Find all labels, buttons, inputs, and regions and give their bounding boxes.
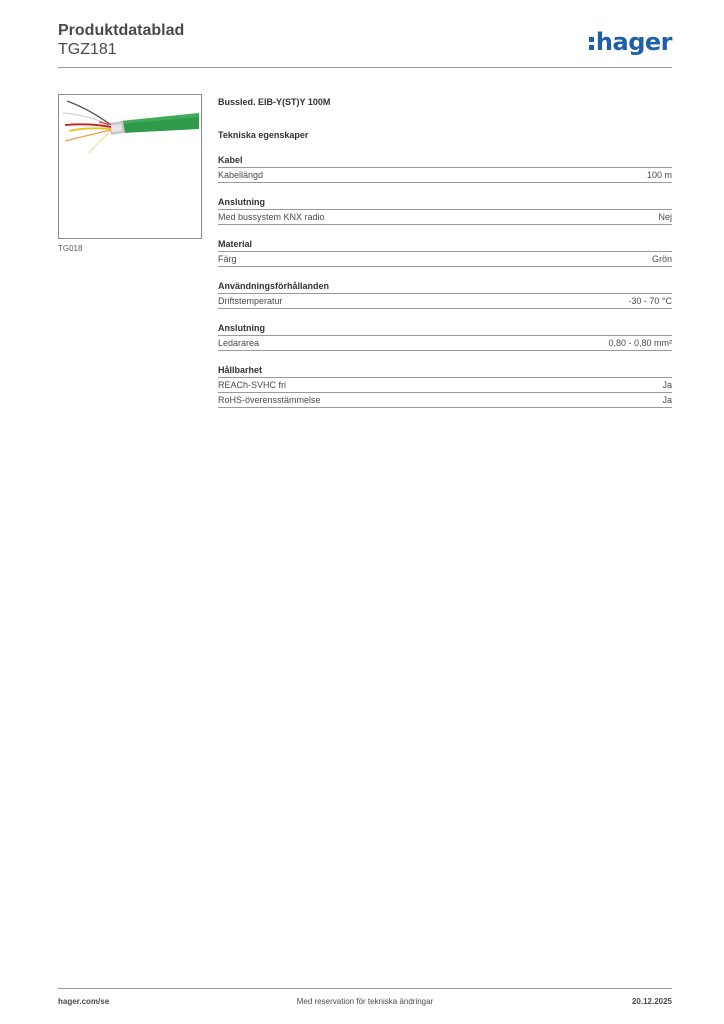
spec-value: -30 - 70 °C bbox=[628, 296, 672, 306]
logo-text: hager bbox=[595, 28, 672, 56]
group-title: Kabel bbox=[218, 155, 672, 168]
image-caption: TG018 bbox=[58, 244, 83, 253]
header-divider bbox=[58, 67, 672, 68]
product-code: TGZ181 bbox=[58, 41, 117, 58]
hager-logo[interactable] bbox=[589, 28, 672, 56]
spec-value: Grön bbox=[651, 254, 672, 264]
footer-date: 20.12.2025 bbox=[631, 997, 672, 1006]
product-name: Bussled. EIB-Y(ST)Y 100M bbox=[218, 97, 331, 107]
spec-value: Ja bbox=[662, 380, 672, 390]
spec-row bbox=[218, 393, 672, 408]
spec-label: Färg bbox=[218, 254, 237, 264]
product-image bbox=[58, 94, 202, 239]
group-title: Hållbarhet bbox=[218, 365, 672, 378]
spec-value: Nej bbox=[658, 212, 672, 222]
spec-label: Med bussystem KNX radio bbox=[218, 212, 325, 222]
spec-row bbox=[218, 336, 672, 351]
spec-label: Kabellängd bbox=[218, 170, 264, 180]
spec-value: Ja bbox=[662, 395, 672, 405]
group-title: Anslutning bbox=[218, 323, 672, 336]
spec-row bbox=[218, 168, 672, 183]
spec-group-anvandningsforhallanden bbox=[218, 281, 672, 309]
section-title: Tekniska egenskaper bbox=[218, 130, 309, 140]
spec-group-anslutning-2 bbox=[218, 323, 672, 351]
spec-group-hallbarhet bbox=[218, 365, 672, 408]
page-title: Produktdatablad bbox=[58, 22, 185, 39]
group-title: Anslutning bbox=[218, 197, 672, 210]
footer-divider bbox=[58, 988, 672, 989]
spec-label: RoHS-överensstämmelse bbox=[218, 395, 321, 405]
spec-label: Ledararea bbox=[218, 338, 260, 348]
page-header bbox=[58, 22, 672, 60]
spec-row bbox=[218, 252, 672, 267]
spec-row bbox=[218, 294, 672, 309]
spec-row bbox=[218, 378, 672, 393]
spec-group-kabel bbox=[218, 155, 672, 183]
spec-value: 0,80 - 0,80 mm² bbox=[608, 338, 672, 348]
group-title: Användningsförhållanden bbox=[218, 281, 672, 294]
footer-website-link[interactable]: hager.com/se bbox=[58, 997, 110, 1006]
spec-group-material bbox=[218, 239, 672, 267]
spec-row bbox=[218, 210, 672, 225]
spec-group-anslutning bbox=[218, 197, 672, 225]
logo-dots-icon bbox=[589, 34, 594, 53]
spec-label: REACh-SVHC fri bbox=[218, 380, 287, 390]
cable-illustration bbox=[59, 95, 201, 238]
product-details bbox=[218, 96, 672, 408]
spec-label: Driftstemperatur bbox=[218, 296, 283, 306]
spec-value: 100 m bbox=[646, 170, 672, 180]
group-title: Material bbox=[218, 239, 672, 252]
footer-disclaimer: Med reservation för tekniska ändringar bbox=[296, 997, 434, 1006]
